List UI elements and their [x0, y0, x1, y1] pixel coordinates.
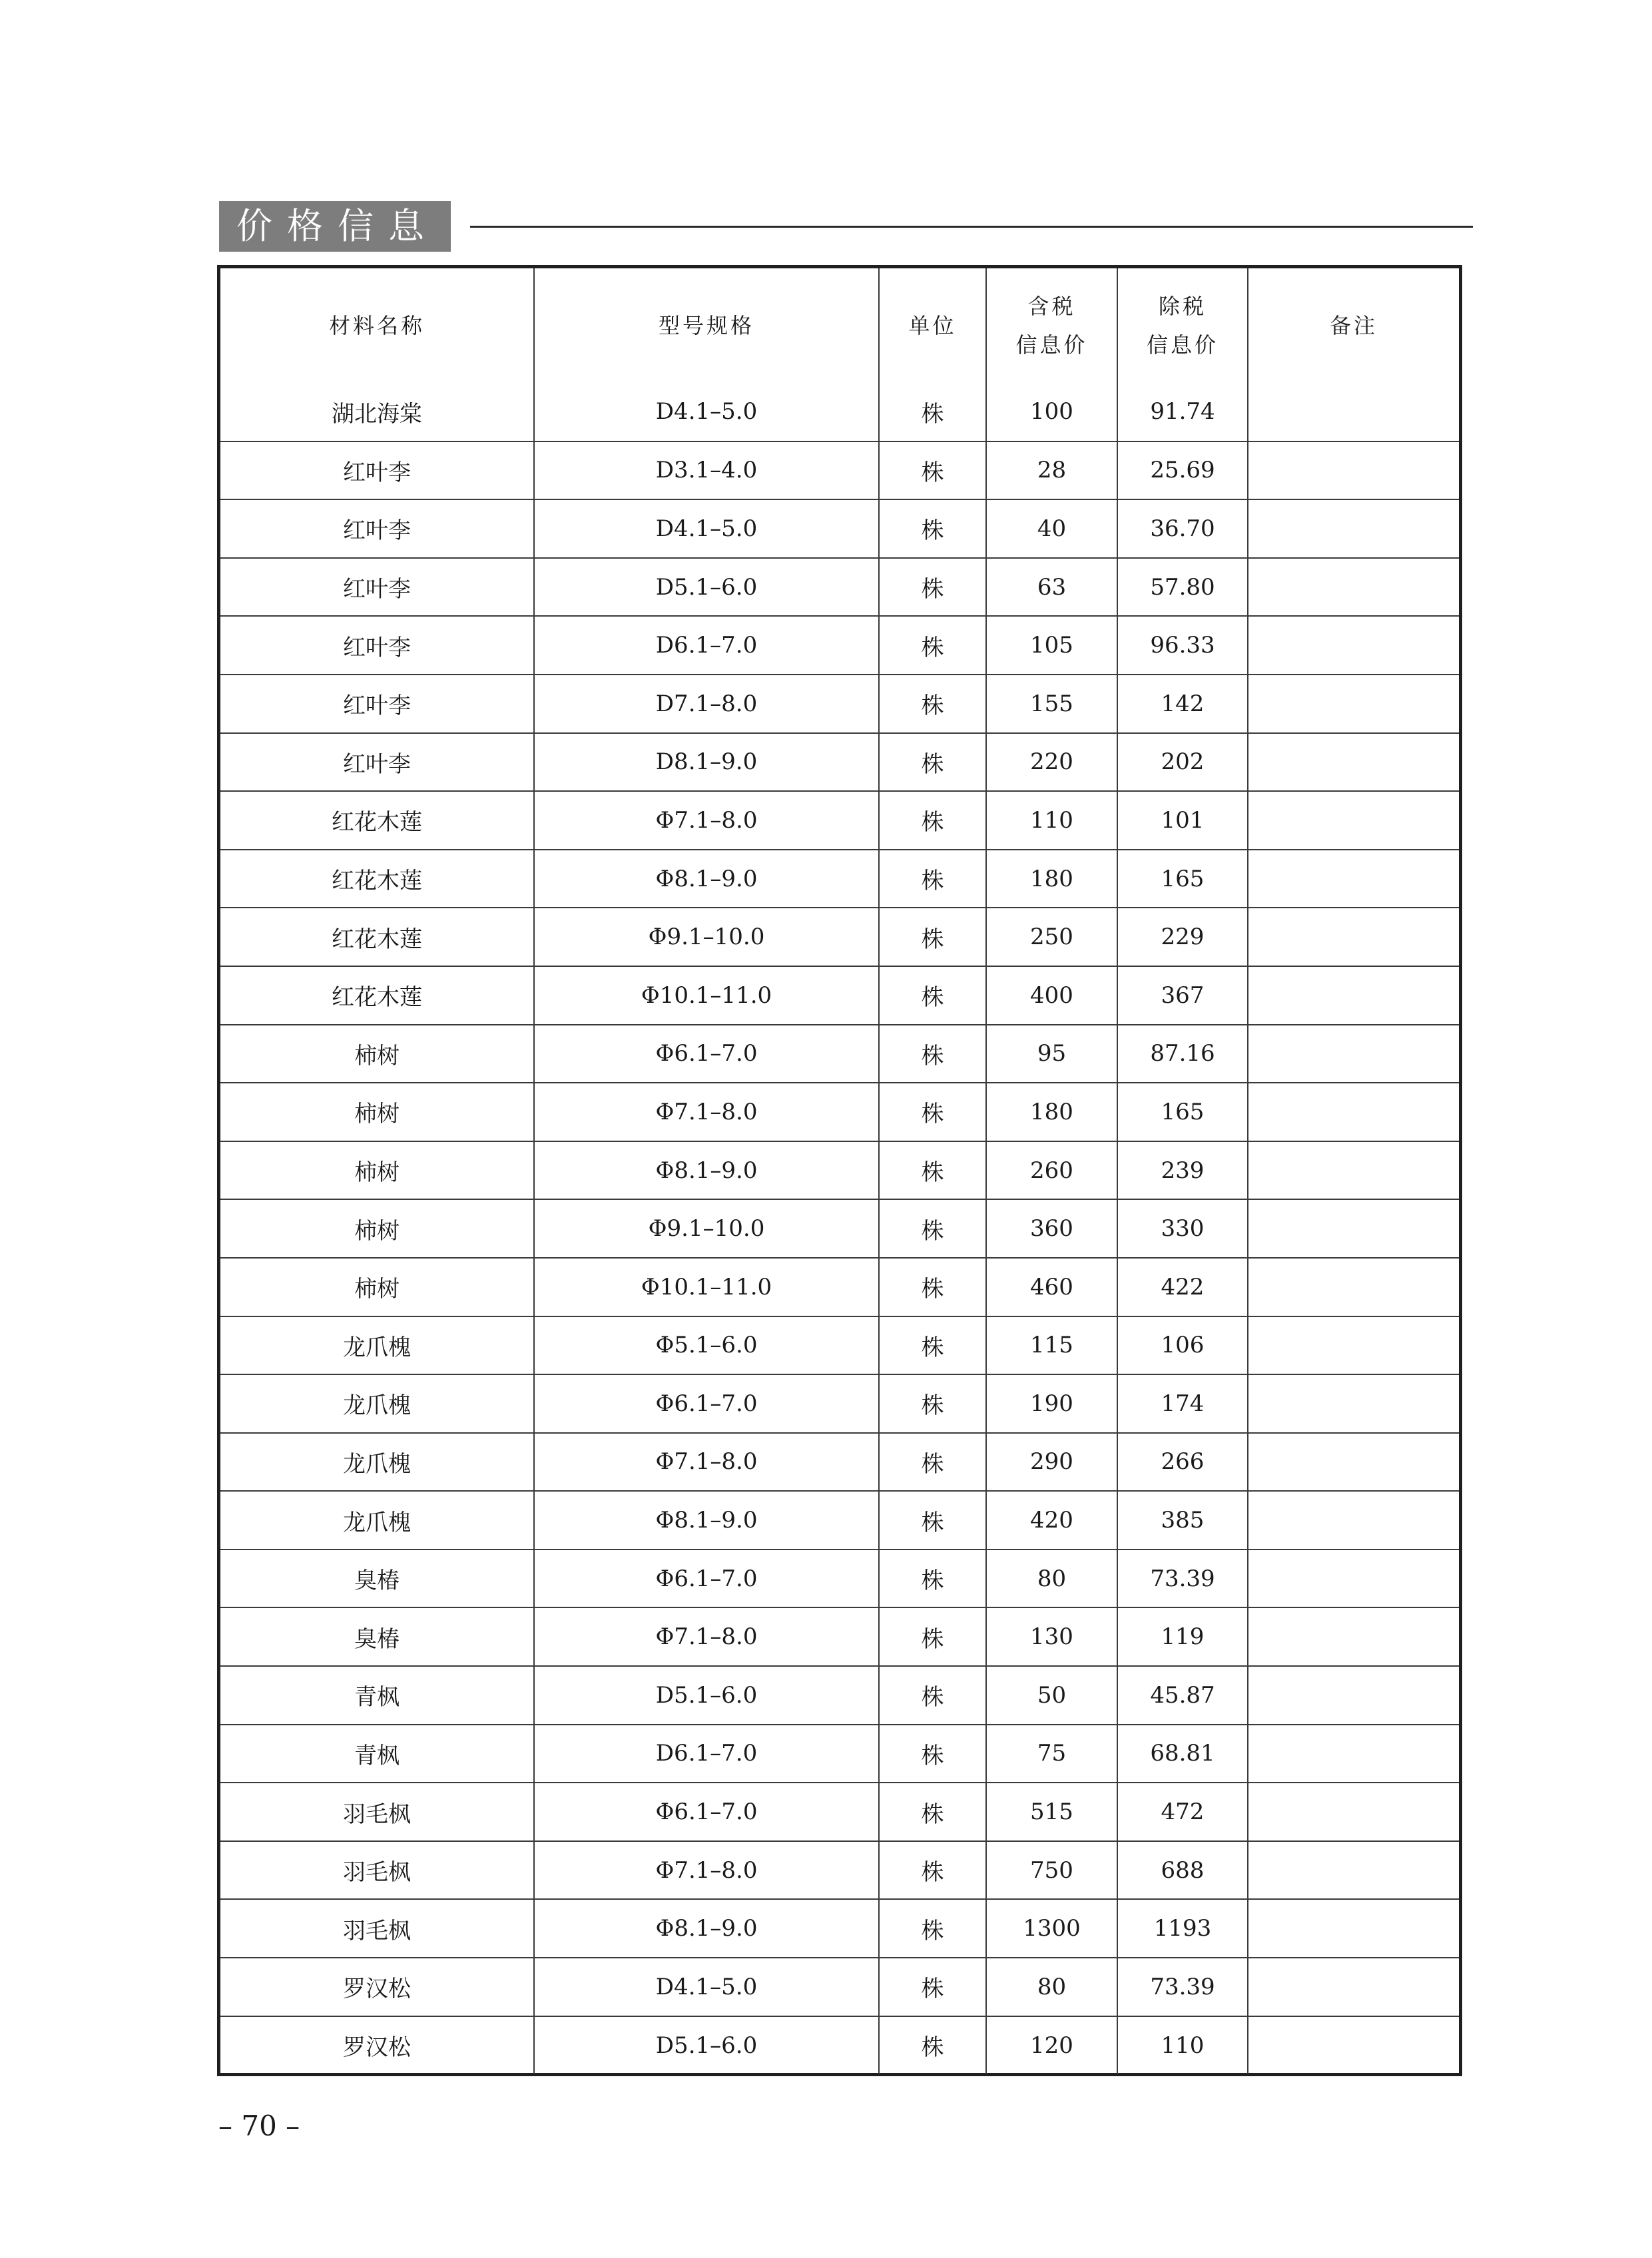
cell-price-with-tax: 110 — [986, 791, 1117, 850]
cell-unit: 株 — [879, 791, 986, 850]
cell-material-name: 羽毛枫 — [220, 1783, 534, 1841]
table-row — [220, 1433, 1459, 1492]
table-row — [220, 908, 1459, 966]
cell-spec: Φ7.1–8.0 — [534, 1607, 879, 1666]
cell-price-without-tax: 385 — [1117, 1491, 1248, 1550]
table-row — [220, 1899, 1459, 1958]
cell-unit: 株 — [879, 1374, 986, 1433]
cell-price-without-tax: 239 — [1117, 1141, 1248, 1200]
header-remark: 备注 — [1248, 268, 1459, 383]
cell-unit: 株 — [879, 1666, 986, 1725]
cell-remark — [1248, 1550, 1459, 1608]
cell-price-without-tax: 422 — [1117, 1258, 1248, 1316]
cell-price-without-tax: 110 — [1117, 2016, 1248, 2075]
cell-price-without-tax: 45.87 — [1117, 1666, 1248, 1725]
cell-price-without-tax: 330 — [1117, 1199, 1248, 1258]
cell-unit: 株 — [879, 1258, 986, 1316]
cell-price-without-tax: 68.81 — [1117, 1725, 1248, 1783]
table-row — [220, 1258, 1459, 1316]
cell-price-with-tax: 290 — [986, 1433, 1117, 1492]
cell-price-without-tax: 96.33 — [1117, 616, 1248, 675]
cell-price-without-tax: 101 — [1117, 791, 1248, 850]
cell-spec: Φ8.1–9.0 — [534, 1491, 879, 1550]
cell-price-with-tax: 115 — [986, 1316, 1117, 1375]
cell-price-with-tax: 100 — [986, 383, 1117, 441]
cell-price-with-tax: 50 — [986, 1666, 1117, 1725]
cell-price-with-tax: 515 — [986, 1783, 1117, 1841]
table-row — [220, 616, 1459, 675]
cell-spec: D6.1–7.0 — [534, 616, 879, 675]
cell-remark — [1248, 1666, 1459, 1725]
cell-material-name: 龙爪槐 — [220, 1374, 534, 1433]
cell-material-name: 红叶李 — [220, 558, 534, 617]
cell-unit: 株 — [879, 1025, 986, 1083]
table-row — [220, 499, 1459, 558]
cell-remark — [1248, 791, 1459, 850]
cell-material-name: 红叶李 — [220, 675, 534, 733]
cell-material-name: 青枫 — [220, 1725, 534, 1783]
table-row — [220, 1783, 1459, 1841]
cell-price-with-tax: 250 — [986, 908, 1117, 966]
cell-remark — [1248, 558, 1459, 617]
table-row — [220, 966, 1459, 1025]
cell-spec: D6.1–7.0 — [534, 1725, 879, 1783]
cell-price-with-tax: 400 — [986, 966, 1117, 1025]
cell-unit: 株 — [879, 1199, 986, 1258]
cell-unit: 株 — [879, 616, 986, 675]
cell-unit: 株 — [879, 1725, 986, 1783]
cell-remark — [1248, 1725, 1459, 1783]
table-row — [220, 791, 1459, 850]
cell-material-name: 柿树 — [220, 1141, 534, 1200]
cell-material-name: 罗汉松 — [220, 2016, 534, 2075]
cell-spec: D5.1–6.0 — [534, 1666, 879, 1725]
cell-spec: D5.1–6.0 — [534, 2016, 879, 2075]
cell-unit: 株 — [879, 1433, 986, 1492]
cell-spec: D8.1–9.0 — [534, 733, 879, 792]
header-price-without-tax-line1: 除税 — [1158, 294, 1207, 319]
cell-spec: Φ5.1–6.0 — [534, 1316, 879, 1375]
cell-price-with-tax: 95 — [986, 1025, 1117, 1083]
cell-price-without-tax: 57.80 — [1117, 558, 1248, 617]
cell-price-with-tax: 220 — [986, 733, 1117, 792]
cell-spec: D5.1–6.0 — [534, 558, 879, 617]
header-price-without-tax-line2: 信息价 — [1146, 332, 1219, 358]
page-number: – 70 – — [218, 2110, 300, 2142]
cell-material-name: 湖北海棠 — [220, 383, 534, 441]
cell-material-name: 柿树 — [220, 1025, 534, 1083]
cell-spec: Φ9.1–10.0 — [534, 908, 879, 966]
cell-remark — [1248, 2016, 1459, 2075]
header-price-without-tax — [1117, 268, 1248, 383]
cell-spec: Φ7.1–8.0 — [534, 1433, 879, 1492]
cell-unit: 株 — [879, 1841, 986, 1900]
cell-material-name: 柿树 — [220, 1199, 534, 1258]
table-row — [220, 675, 1459, 733]
cell-spec: D4.1–5.0 — [534, 383, 879, 441]
cell-material-name: 龙爪槐 — [220, 1433, 534, 1492]
cell-unit: 株 — [879, 1958, 986, 2016]
cell-price-with-tax: 460 — [986, 1258, 1117, 1316]
cell-price-with-tax: 180 — [986, 1083, 1117, 1141]
cell-remark — [1248, 1199, 1459, 1258]
cell-unit: 株 — [879, 1316, 986, 1375]
cell-price-without-tax: 87.16 — [1117, 1025, 1248, 1083]
cell-spec: Φ7.1–8.0 — [534, 1841, 879, 1900]
cell-remark — [1248, 1491, 1459, 1550]
table-row — [220, 1316, 1459, 1375]
cell-price-without-tax: 165 — [1117, 1083, 1248, 1141]
cell-price-without-tax: 1193 — [1117, 1899, 1248, 1958]
cell-price-without-tax: 174 — [1117, 1374, 1248, 1433]
cell-material-name: 红花木莲 — [220, 966, 534, 1025]
cell-price-with-tax: 28 — [986, 441, 1117, 500]
table-row — [220, 558, 1459, 617]
cell-spec: D4.1–5.0 — [534, 499, 879, 558]
cell-price-with-tax: 180 — [986, 850, 1117, 908]
cell-material-name: 红花木莲 — [220, 850, 534, 908]
cell-unit: 株 — [879, 1141, 986, 1200]
cell-spec: Φ10.1–11.0 — [534, 966, 879, 1025]
table-row — [220, 1025, 1459, 1083]
cell-spec: Φ8.1–9.0 — [534, 1899, 879, 1958]
table-row — [220, 1083, 1459, 1141]
cell-price-with-tax: 40 — [986, 499, 1117, 558]
table-row — [220, 1725, 1459, 1783]
cell-unit: 株 — [879, 558, 986, 617]
cell-material-name: 红花木莲 — [220, 791, 534, 850]
cell-material-name: 青枫 — [220, 1666, 534, 1725]
cell-price-without-tax: 36.70 — [1117, 499, 1248, 558]
cell-unit: 株 — [879, 966, 986, 1025]
cell-material-name: 羽毛枫 — [220, 1841, 534, 1900]
table-row — [220, 441, 1459, 500]
table-row — [220, 1550, 1459, 1608]
price-table — [220, 268, 1459, 2074]
cell-price-without-tax: 91.74 — [1117, 383, 1248, 441]
cell-spec: Φ8.1–9.0 — [534, 1141, 879, 1200]
cell-price-without-tax: 202 — [1117, 733, 1248, 792]
table-row — [220, 1491, 1459, 1550]
cell-price-with-tax: 80 — [986, 1550, 1117, 1608]
cell-material-name: 柿树 — [220, 1258, 534, 1316]
table-row — [220, 1141, 1459, 1200]
cell-unit: 株 — [879, 850, 986, 908]
cell-remark — [1248, 1374, 1459, 1433]
section-title: 价格信息 — [219, 201, 451, 252]
cell-price-with-tax: 750 — [986, 1841, 1117, 1900]
cell-unit: 株 — [879, 1607, 986, 1666]
cell-unit: 株 — [879, 1491, 986, 1550]
cell-unit: 株 — [879, 908, 986, 966]
header-unit: 单位 — [879, 268, 986, 383]
cell-remark — [1248, 499, 1459, 558]
table-row — [220, 1374, 1459, 1433]
cell-material-name: 红叶李 — [220, 616, 534, 675]
cell-spec: Φ6.1–7.0 — [534, 1025, 879, 1083]
table-row — [220, 1666, 1459, 1725]
cell-unit: 株 — [879, 2016, 986, 2075]
cell-spec: Φ9.1–10.0 — [534, 1199, 879, 1258]
cell-price-with-tax: 360 — [986, 1199, 1117, 1258]
cell-spec: Φ8.1–9.0 — [534, 850, 879, 908]
cell-price-without-tax: 165 — [1117, 850, 1248, 908]
header-material-name: 材料名称 — [220, 268, 534, 383]
cell-spec: Φ6.1–7.0 — [534, 1783, 879, 1841]
cell-material-name: 红叶李 — [220, 499, 534, 558]
cell-price-with-tax: 155 — [986, 675, 1117, 733]
cell-material-name: 羽毛枫 — [220, 1899, 534, 1958]
cell-remark — [1248, 1899, 1459, 1958]
cell-unit: 株 — [879, 441, 986, 500]
cell-material-name: 罗汉松 — [220, 1958, 534, 2016]
cell-unit: 株 — [879, 733, 986, 792]
cell-spec: Φ10.1–11.0 — [534, 1258, 879, 1316]
cell-spec: Φ6.1–7.0 — [534, 1550, 879, 1608]
cell-remark — [1248, 1841, 1459, 1900]
cell-unit: 株 — [879, 1899, 986, 1958]
cell-spec: Φ7.1–8.0 — [534, 1083, 879, 1141]
cell-price-with-tax: 105 — [986, 616, 1117, 675]
header-price-with-tax — [986, 268, 1117, 383]
cell-price-with-tax: 420 — [986, 1491, 1117, 1550]
table-row — [220, 1199, 1459, 1258]
cell-material-name: 红叶李 — [220, 733, 534, 792]
cell-price-without-tax: 119 — [1117, 1607, 1248, 1666]
cell-price-without-tax: 229 — [1117, 908, 1248, 966]
cell-spec: Φ7.1–8.0 — [534, 791, 879, 850]
cell-price-without-tax: 25.69 — [1117, 441, 1248, 500]
cell-price-with-tax: 75 — [986, 1725, 1117, 1783]
cell-unit: 株 — [879, 1783, 986, 1841]
cell-material-name: 红花木莲 — [220, 908, 534, 966]
cell-spec: D7.1–8.0 — [534, 675, 879, 733]
cell-remark — [1248, 1607, 1459, 1666]
cell-material-name: 龙爪槐 — [220, 1491, 534, 1550]
cell-remark — [1248, 1316, 1459, 1375]
cell-price-without-tax: 472 — [1117, 1783, 1248, 1841]
cell-remark — [1248, 1258, 1459, 1316]
table-header-row — [220, 268, 1459, 383]
table-row — [220, 383, 1459, 441]
table-row — [220, 850, 1459, 908]
cell-material-name: 红叶李 — [220, 441, 534, 500]
cell-remark — [1248, 966, 1459, 1025]
cell-remark — [1248, 733, 1459, 792]
cell-price-without-tax: 266 — [1117, 1433, 1248, 1492]
header-price-with-tax-line2: 信息价 — [1015, 332, 1088, 358]
header-rule — [470, 226, 1473, 228]
table-row — [220, 2016, 1459, 2075]
cell-remark — [1248, 675, 1459, 733]
cell-price-without-tax: 73.39 — [1117, 1550, 1248, 1608]
cell-remark — [1248, 1025, 1459, 1083]
table-row — [220, 1841, 1459, 1900]
cell-remark — [1248, 908, 1459, 966]
cell-price-without-tax: 142 — [1117, 675, 1248, 733]
cell-price-with-tax: 80 — [986, 1958, 1117, 2016]
cell-remark — [1248, 441, 1459, 500]
header-spec: 型号规格 — [534, 268, 879, 383]
cell-price-with-tax: 1300 — [986, 1899, 1117, 1958]
cell-spec: Φ6.1–7.0 — [534, 1374, 879, 1433]
cell-price-with-tax: 260 — [986, 1141, 1117, 1200]
cell-remark — [1248, 383, 1459, 441]
cell-unit: 株 — [879, 383, 986, 441]
cell-remark — [1248, 850, 1459, 908]
cell-material-name: 臭椿 — [220, 1550, 534, 1608]
cell-price-without-tax: 367 — [1117, 966, 1248, 1025]
table-body — [220, 383, 1459, 2074]
cell-price-without-tax: 73.39 — [1117, 1958, 1248, 2016]
cell-remark — [1248, 1141, 1459, 1200]
price-table-frame — [217, 265, 1462, 2076]
cell-remark — [1248, 1958, 1459, 2016]
cell-price-without-tax: 106 — [1117, 1316, 1248, 1375]
cell-spec: D3.1–4.0 — [534, 441, 879, 500]
header-price-with-tax-line1: 含税 — [1027, 294, 1076, 319]
cell-material-name: 臭椿 — [220, 1607, 534, 1666]
cell-price-without-tax: 688 — [1117, 1841, 1248, 1900]
cell-unit: 株 — [879, 1550, 986, 1608]
cell-remark — [1248, 1083, 1459, 1141]
cell-price-with-tax: 190 — [986, 1374, 1117, 1433]
cell-price-with-tax: 63 — [986, 558, 1117, 617]
cell-price-with-tax: 130 — [986, 1607, 1117, 1666]
cell-unit: 株 — [879, 1083, 986, 1141]
cell-price-with-tax: 120 — [986, 2016, 1117, 2075]
cell-unit: 株 — [879, 499, 986, 558]
cell-unit: 株 — [879, 675, 986, 733]
table-row — [220, 1958, 1459, 2016]
table-row — [220, 1607, 1459, 1666]
cell-remark — [1248, 1783, 1459, 1841]
table-row — [220, 733, 1459, 792]
cell-remark — [1248, 616, 1459, 675]
cell-material-name: 柿树 — [220, 1083, 534, 1141]
cell-spec: D4.1–5.0 — [534, 1958, 879, 2016]
cell-material-name: 龙爪槐 — [220, 1316, 534, 1375]
cell-remark — [1248, 1433, 1459, 1492]
